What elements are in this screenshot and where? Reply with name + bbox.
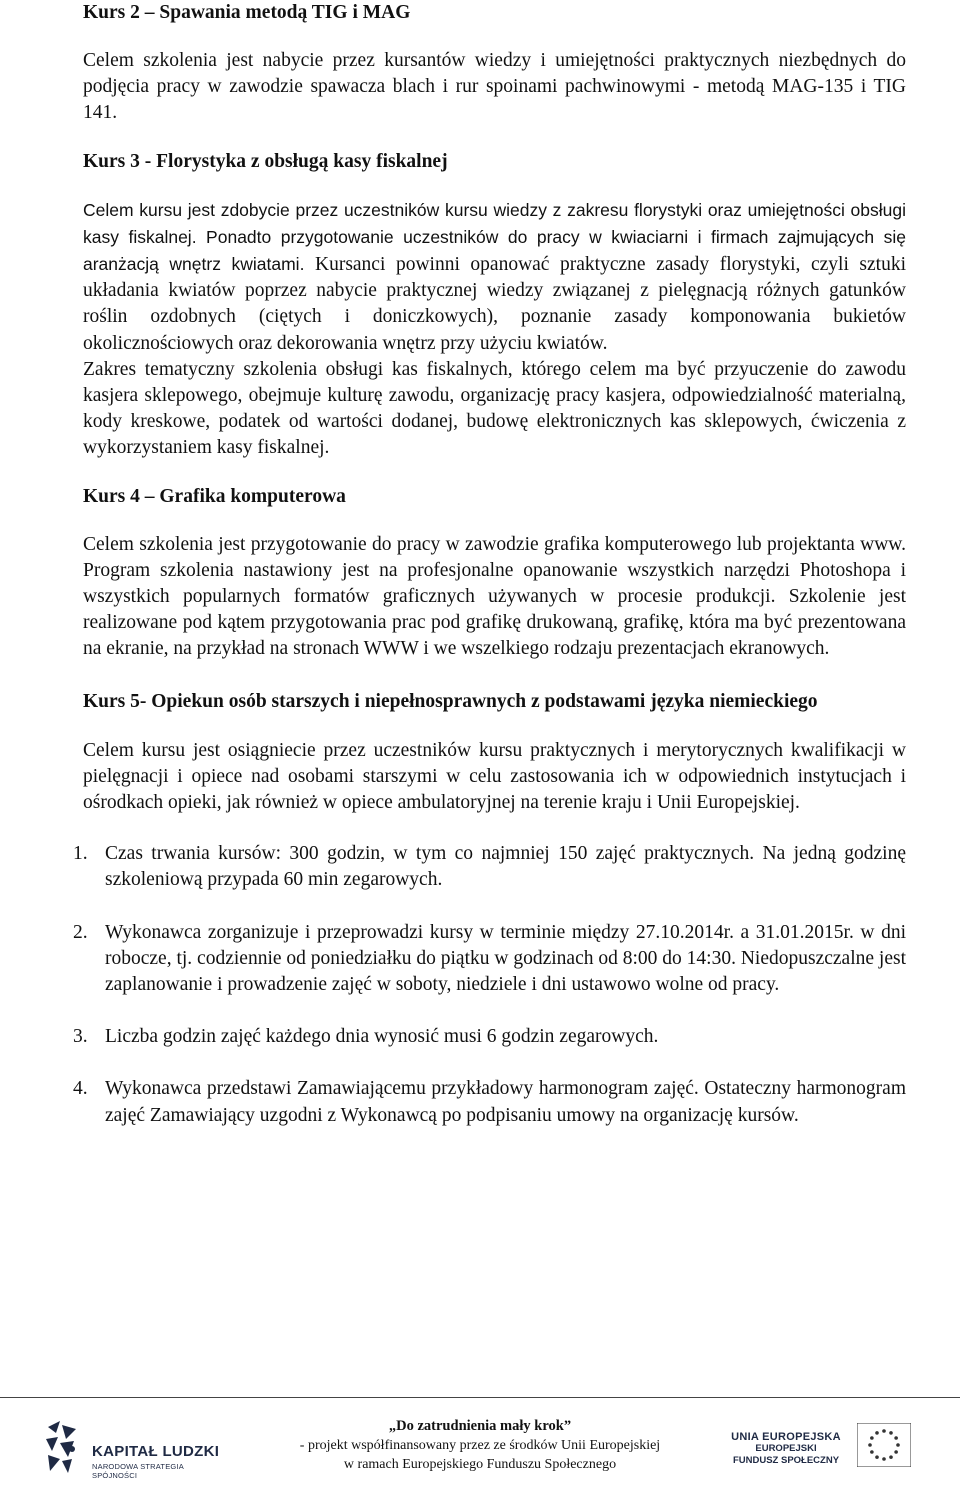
kurs4-heading: Kurs 4 – Grafika komputerowa (83, 485, 346, 507)
list-item-number: 2. (73, 921, 88, 943)
eu-flag-icon (857, 1423, 911, 1467)
kapital-ludzki-title: KAPITAŁ LUDZKI (92, 1443, 220, 1460)
kapital-ludzki-emblem-icon (42, 1419, 82, 1475)
project-info (280, 1417, 680, 1474)
kurs2-body: Celem szkolenia jest nabycie przez kursantów wiedzy i umiejętności praktycznych niezbędnych do podjęcia pracy w zawodzie spawacza blach i rur spoinami pachwinowymi - metodą MAG-135 i TIG 141. (83, 50, 906, 124)
list-item-text: Liczba godzin zajęć każdego dnia wynosić musi 6 godzin zegarowych. (105, 1026, 659, 1048)
kapital-ludzki-logo (42, 1419, 222, 1480)
list-item (73, 1024, 906, 1050)
list-item-text: Wykonawca przedstawi Zamawiającemu przykładowy harmonogram zajęć. Ostateczny harmonogram zajęć Zamawiający uzgodni z Wykonawcą po podpisaniu umowy na organizację kursów. (105, 1078, 906, 1126)
list-item-number: 4. (73, 1078, 88, 1100)
eu-star-icon (894, 1450, 898, 1454)
eu-star-icon (882, 1457, 886, 1461)
conditions-list (73, 841, 906, 1129)
kapital-ludzki-subtitle: NARODOWA STRATEGIA SPÓJNOŚCI (92, 1462, 184, 1480)
eu-star-icon (875, 1455, 879, 1459)
kurs3-body-part2: Kursanci powinni opanować praktyczne zasady florystyki, czyli sztuki układania kwiatów poprzez nabycie praktycznej wiedzy związanej z pielęgnacją różnych gatunków roślin ozdobnych (ciętych i doniczkowych), poznanie zasady komponowania bukietów okolicznościowych oraz dekorowania wnętrz przy użyciu kwiatów. (83, 254, 906, 354)
list-item-text: Czas trwania kursów: 300 godzin, w tym co najmniej 150 zajęć praktycznych. Na jedną godzinę szkoleniową przypada 60 min zegarowych. (105, 843, 906, 891)
kurs5-heading: Kurs 5- Opiekun osób starszych i niepełnosprawnych z podstawami języka niemieckiego (83, 690, 818, 712)
footer-divider (0, 1397, 960, 1398)
project-line3: w ramach Europejskiego Funduszu Społecznego (343, 1457, 617, 1472)
eu-star-icon (870, 1436, 874, 1440)
eu-star-icon (870, 1450, 874, 1454)
list-item-text: Wykonawca zorganizuje i przeprowadzi kursy w terminie między 27.10.2014r. a 31.01.2015r. w dni robocze, tj. codziennie od poniedziałku do piątku w godzinach od 8:00 do 14:30. Niedopuszczalne jest zaplanowanie i prowadzenie zajęć w soboty, niedziele i dni ustawowo wolne od pracy. (105, 921, 906, 996)
kurs5-body: Celem kursu jest osiągniecie przez uczestników kursu praktycznych i merytorycznych kwalifikacji w pielęgnacji i opiece nad osobami starszymi w celu zastosowania ich w odpowiednich instytucjach i ośrodkach opieki, jak również w opiece ambulatoryjnej na terenie kraju i Unii Europejskiej. (83, 739, 906, 814)
eu-star-icon (889, 1455, 893, 1459)
eu-fund-line2: EUROPEJSKI (755, 1443, 817, 1454)
list-item (73, 841, 906, 893)
footer (0, 1405, 960, 1485)
list-item (73, 920, 906, 999)
kurs4-body: Celem szkolenia jest przygotowanie do pracy w zawodzie grafika komputerowego lub projektanta www. Program szkolenia nastawiony jest na profesjonalne opanowanie wszystkich narzędzi Photoshopa i wszystkich popularnych formatów graficznych używanych w procesie produkcji. Szkolenie jest realizowane pod kątem przygotowania prac pod grafikę drukowaną, grafikę, która ma być prezentowana na ekranie, na przykład na stronach WWW i we wszelkiego rodzaju prezentacjach ekranowych. (83, 533, 906, 660)
eu-star-icon (896, 1443, 900, 1447)
eu-label: UNIA EUROPEJSKA (731, 1431, 841, 1443)
project-line2: - projekt współfinansowany przez ze środków Unii Europejskiej (299, 1438, 661, 1453)
document-page (73, 0, 906, 1129)
kurs3-heading: Kurs 3 - Florystyka z obsługą kasy fiskalnej (83, 150, 448, 172)
eu-fund-label (728, 1431, 844, 1467)
list-item-number: 3. (73, 1026, 88, 1048)
kurs2-heading: Kurs 2 – Spawania metodą TIG i MAG (83, 2, 411, 23)
eu-star-icon (894, 1436, 898, 1440)
project-name: „Do zatrudnienia mały krok” (388, 1418, 572, 1434)
eu-star-icon (882, 1429, 886, 1433)
list-item (73, 1076, 906, 1128)
eu-star-icon (875, 1431, 879, 1435)
kurs3-body (83, 197, 906, 357)
kurs3-body-part1: Celem kursu jest zdobycie przez uczestników kursu wiedzy z zakresu florystyki oraz umiejętności obsługi kasy fiskalnej. Ponadto przygotowanie uczestników do pracy w kwiaciarni i firmach zajmujących się aranżacją wnętrz kwiatami. (83, 199, 906, 275)
eu-star-icon (868, 1443, 872, 1447)
eu-star-icon (889, 1431, 893, 1435)
eu-fund-line3: FUNDUSZ SPOŁECZNY (732, 1455, 840, 1466)
kurs3-body-part3: Zakres tematyczny szkolenia obsługi kas fiskalnych, którego celem ma być przyuczenie do zawodu kasjera sklepowego, obejmuje kulturę zawodu, organizację pracy kasjera, odpowiedzialność materialną, kody kreskowe, podatek od wartości dodanej, budowę elektronicznych kas sklepowych, ćwiczenia z wykorzystaniem kasy fiskalnej. (83, 358, 906, 459)
list-item-number: 1. (73, 843, 88, 865)
